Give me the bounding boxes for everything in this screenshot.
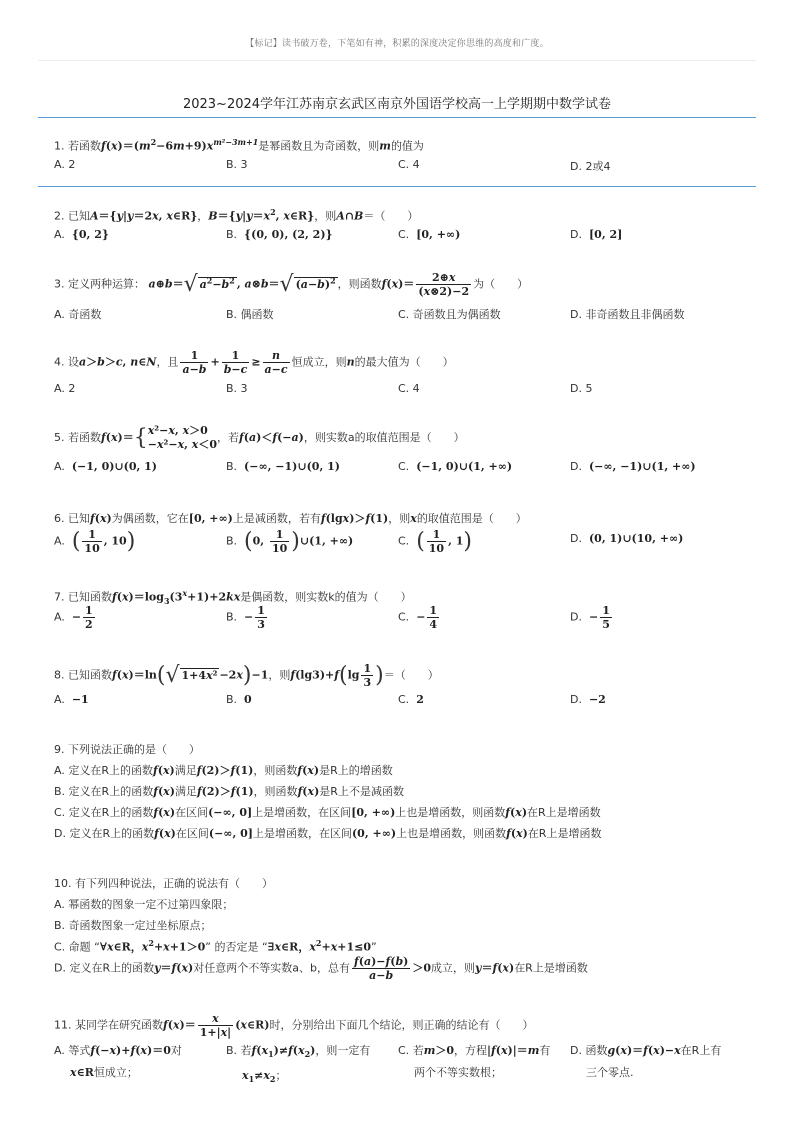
question-11: 11. 某同学在研究函数f(x)＝ $\frac{x}{1+|x|}$ (x∈R)时，分别给出下面几个结论，则正确的结论有（ ） [54, 1012, 534, 1039]
question-5: 5. 若函数f(x)＝{x²−x, x＞0 −x²−x, x＜0，若f(a)＜f(−a)，则实数a的取值范围是（ ） [54, 424, 465, 451]
q8-options [54, 693, 754, 717]
q2-options [54, 228, 754, 252]
title-rule [38, 117, 756, 118]
q10-option-a[interactable]: A. 幂函数的图象一定不过第四象限； [54, 898, 234, 911]
option-b[interactable]: B. {(0, 0), (2, 2)} [226, 228, 333, 241]
option-c[interactable]: C. − $\frac{1}{4}$ [398, 604, 438, 631]
option-d[interactable]: D. 2或4 [570, 160, 611, 173]
option-d[interactable]: D. 函数g(x)＝f(x)−x在R上有 三个零点. [570, 1044, 722, 1079]
q9-option-a[interactable]: A. 定义在R上的函数f(x)满足f(2)＞f(1)，则函数f(x)是R上的增函数 [54, 764, 393, 777]
question-1: 1. 若函数$f(x)=(m^2-6m+9)x^{m^2-3m+1}$是幂函数且为奇函数，则m的值为 [54, 137, 424, 153]
option-a[interactable]: A. 2 [54, 158, 76, 171]
option-b[interactable]: B. 若$f(x_1)\ne f(x_2)$，则一定有 $x_1\ne x_2$； [226, 1044, 371, 1085]
option-a[interactable]: A. 2 [54, 382, 76, 395]
option-c[interactable]: C. (−1, 0)∪(1, +∞) [398, 460, 513, 473]
q6-options [54, 528, 754, 560]
option-b[interactable]: B. 3 [226, 158, 248, 171]
option-c[interactable]: C. [0, +∞) [398, 228, 461, 241]
option-c[interactable]: C. 若m＞0，方程|f(x)|＝m有 两个不等实数根； [398, 1044, 551, 1079]
option-a[interactable]: A. 奇函数 [54, 308, 102, 321]
option-d[interactable]: D. (−∞, −1)∪(1, +∞) [570, 460, 696, 473]
q10-option-d[interactable]: D. 定义在R上的函数y＝f(x)对任意两个不等实数a、b，总有 $\frac{f(a)-f(b)}{a-b}$ ＞0成立，则y＝f(x)在R上是增函数 [54, 955, 588, 982]
option-b[interactable]: B. 3 [226, 382, 248, 395]
option-a[interactable]: A. {0, 2} [54, 228, 109, 241]
option-a[interactable]: A. (−1, 0)∪(0, 1) [54, 460, 158, 473]
q9-option-d[interactable]: D. 定义在R上的函数f(x)在区间(−∞, 0]上是增函数，在区间(0, +∞)上也是增函数，则函数f(x)在R上是增函数 [54, 827, 602, 840]
question-3: 3. 定义两种运算： a⊕b＝√ $a^2-b^2$ , a⊗b＝√ $(a-b)^2$ ，则函数f(x)＝ $\frac{2\oplus x}{(x\otimes 2)-2}$ 为（ ） [54, 271, 529, 298]
section-rule [38, 186, 756, 187]
option-c[interactable]: C. 4 [398, 382, 420, 395]
option-d[interactable]: D. − $\frac{1}{5}$ [570, 604, 610, 631]
q7-options [54, 604, 754, 636]
question-7: 7. 已知函数$f(x)=\log_3(3^x+1)+2kx$是偶函数，则实数k的值为（ ） [54, 588, 412, 606]
page-title: 2023~2024学年江苏南京玄武区南京外国语学校高一上学期期中数学试卷 [182, 97, 612, 112]
question-9: 9. 下列说法正确的是（ ） [54, 743, 200, 756]
question-10: 10. 有下列四种说法，正确的说法有（ ） [54, 877, 273, 890]
option-a[interactable]: A. −1 [54, 693, 89, 706]
option-c[interactable]: C. 奇函数且为偶函数 [398, 308, 501, 321]
question-2: 2. 已知A＝{y|y＝2x, x∈R}，$B=\{y|y=x^2$, x∈R}，则A∩B＝（ ） [54, 207, 419, 223]
question-4: 4. 设a＞b＞c, n∈N，且 $\frac{1}{a-b}$ + $\frac{1}{b-c}$ ≥ $\frac{n}{a-c}$ 恒成立，则n的最大值为（ ） [54, 349, 454, 376]
option-d[interactable]: D. [0, 2] [570, 228, 623, 241]
q11-options [54, 1040, 754, 1084]
q1-options [54, 158, 754, 182]
option-c[interactable]: C. 4 [398, 158, 420, 171]
q5-options [54, 460, 754, 484]
header-motto: 【标记】读书破万卷，下笔如有神，积累的深度决定你思维的高度和广度。 [245, 39, 549, 49]
option-d[interactable]: D. 非奇函数且非偶函数 [570, 308, 685, 321]
question-8: 8. 已知函数f(x)＝ln(√ 1+4x² −2x)−1，则f(lg3)+f(lg $\frac{1}{3}$ )＝（ ） [54, 662, 439, 689]
option-c[interactable]: C. ( $\frac{1}{10}$ , 1) [398, 528, 473, 555]
q9-option-b[interactable]: B. 定义在R上的函数f(x)满足f(2)＞f(1)，则函数f(x)是R上不是减函数 [54, 785, 404, 798]
q9-option-c[interactable]: C. 定义在R上的函数f(x)在区间(−∞, 0]上是增函数，在区间[0, +∞)上也是增函数，则函数f(x)在R上是增函数 [54, 806, 601, 819]
option-b[interactable]: B. (−∞, −1)∪(0, 1) [226, 460, 340, 473]
q3-options [54, 306, 754, 330]
top-divider [38, 60, 756, 61]
option-b[interactable]: B. (0, $\frac{1}{10}$ )∪(1, +∞) [226, 528, 354, 555]
option-b[interactable]: B. 偶函数 [226, 308, 274, 321]
option-a[interactable]: A. − $\frac{1}{2}$ [54, 604, 93, 631]
q4-options [54, 382, 754, 406]
option-a[interactable]: A. 等式f(−x)+f(x)＝0对 x∈R恒成立； [54, 1044, 182, 1079]
question-6: 6. 已知f(x)为偶函数，它在[0, +∞)上是减函数，若有f(lgx)＞f(1)，则x的取值范围是（ ） [54, 512, 527, 525]
option-a[interactable]: A. ( $\frac{1}{10}$ , 10) [54, 528, 136, 555]
option-b[interactable]: B. − $\frac{1}{3}$ [226, 604, 265, 631]
option-d[interactable]: D. −2 [570, 693, 606, 706]
option-b[interactable]: B. 0 [226, 693, 252, 706]
option-c[interactable]: C. 2 [398, 693, 424, 706]
q10-option-b[interactable]: B. 奇函数图象一定过坐标原点； [54, 919, 212, 932]
q10-option-c[interactable]: C. 命题 “∀x∈R，$x^2+x+1>0$” 的否定是 “∃x∈R，$x^2+x+1\le 0$” [54, 938, 377, 954]
option-d[interactable]: D. 5 [570, 382, 593, 395]
option-d[interactable]: D. (0, 1)∪(10, +∞) [570, 532, 684, 545]
